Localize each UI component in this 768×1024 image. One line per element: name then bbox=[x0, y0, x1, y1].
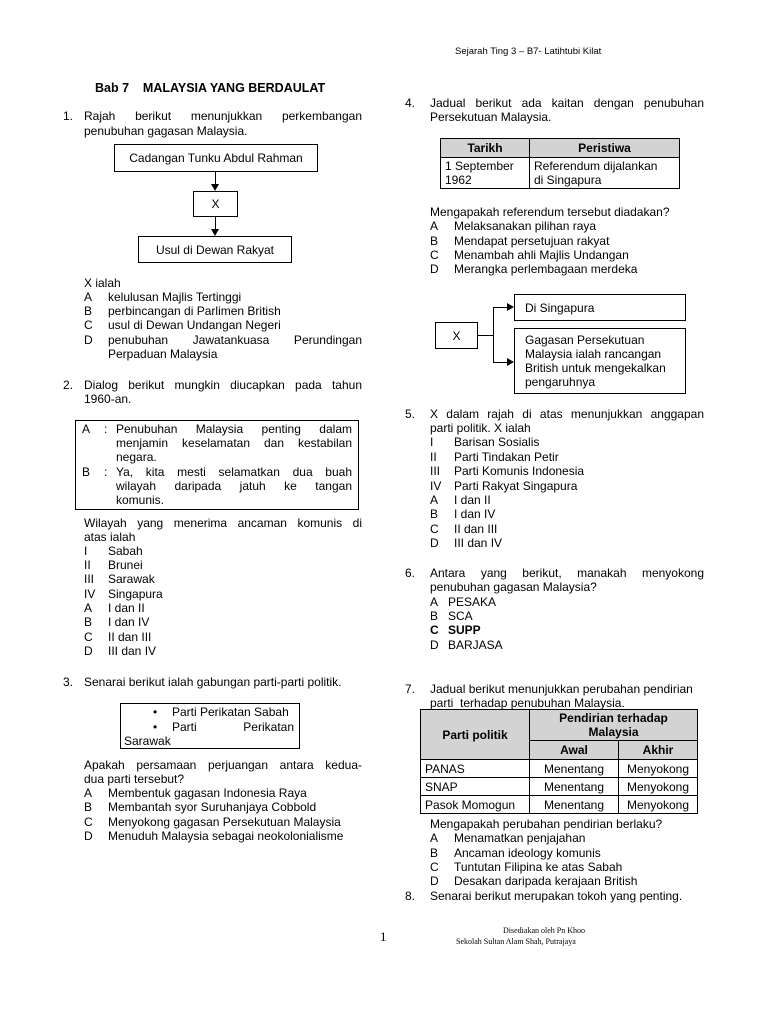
statement-item: III Sarawak bbox=[84, 572, 155, 586]
question-number: 5. bbox=[405, 407, 416, 421]
bullet-icon: • bbox=[153, 720, 158, 734]
question-number: 7. bbox=[405, 682, 416, 696]
question-prompt: Mengapakah referendum tersebut diadakan? bbox=[430, 205, 670, 219]
option-b[interactable]: B SCA bbox=[430, 609, 473, 623]
table-cell: Menyokong bbox=[619, 796, 698, 814]
dialog-line: Ya, kita mesti selamatkan dua buah bbox=[116, 465, 352, 479]
question-number: 3. bbox=[63, 675, 74, 689]
party-stance-table bbox=[420, 709, 698, 814]
diagram-box-top bbox=[514, 294, 686, 321]
question-stem: Senarai berikut ialah gabungan parti-parti politik. bbox=[84, 675, 342, 689]
diagram-label: X bbox=[452, 328, 461, 343]
connector-line bbox=[493, 362, 508, 363]
dialog-line: wilayah daripada jatuh ke tangan bbox=[116, 479, 352, 493]
question-prompt: dua parti tersebut? bbox=[84, 772, 185, 786]
option-a[interactable]: A Melaksanakan pilihan raya bbox=[430, 219, 597, 233]
party-list-box bbox=[120, 703, 300, 749]
list-item: Parti Perikatan Sabah bbox=[172, 705, 289, 719]
option-d-continuation: Perpaduan Malaysia bbox=[108, 347, 218, 361]
statement-item: I Sabah bbox=[84, 544, 143, 558]
dialog-line: komunis. bbox=[116, 493, 165, 507]
diagram-label: Malaysia ialah rancangan bbox=[525, 347, 662, 361]
question-number: 4. bbox=[405, 96, 416, 110]
option-a[interactable]: A Membentuk gagasan Indonesia Raya bbox=[84, 786, 307, 800]
option-d[interactable]: D III dan IV bbox=[430, 536, 503, 550]
table-row bbox=[421, 778, 698, 796]
arrow-head-icon bbox=[507, 358, 514, 366]
page-header: Sejarah Ting 3 – B7- Latihtubi Kilat bbox=[455, 46, 602, 57]
option-b[interactable]: B I dan IV bbox=[430, 507, 496, 521]
question-number: 1. bbox=[63, 109, 74, 123]
page-number: 1 bbox=[380, 929, 387, 944]
speaker-label: A bbox=[82, 422, 91, 436]
diagram-label: Di Singapura bbox=[525, 301, 595, 315]
statement-item: III Parti Komunis Indonesia bbox=[430, 464, 585, 478]
table-header: Awal bbox=[530, 741, 619, 760]
list-item-continuation: Sarawak bbox=[124, 734, 171, 748]
question-stem: Antara yang berikut, manakah menyokong bbox=[430, 566, 704, 580]
table-cell: Menentang bbox=[530, 778, 619, 796]
table-cell: PANAS bbox=[421, 760, 530, 778]
flow-box-x bbox=[193, 191, 238, 217]
question-number: 8. bbox=[405, 889, 416, 903]
option-c[interactable]: C usul di Dewan Undangan Negeri bbox=[84, 318, 281, 332]
option-a[interactable]: A Menamatkan penjajahan bbox=[430, 831, 586, 845]
flow-box-bottom bbox=[138, 236, 292, 263]
option-c[interactable]: C Menyokong gagasan Persekutuan Malaysia bbox=[84, 815, 341, 829]
table-header: Pendirian terhadap Malaysia bbox=[530, 710, 698, 741]
table-header: Peristiwa bbox=[530, 139, 680, 158]
dialog-line: Penubuhan Malaysia penting dalam bbox=[116, 422, 352, 436]
question-stem: parti terhadap penubuhan Malaysia. bbox=[430, 696, 625, 710]
question-prompt: Wilayah yang menerima ancaman komunis di bbox=[84, 516, 362, 530]
arrow-head-icon bbox=[507, 303, 514, 311]
dialog-line: negara. bbox=[116, 450, 157, 464]
speaker-label: B bbox=[82, 465, 91, 479]
option-d[interactable]: D III dan IV bbox=[84, 644, 157, 658]
question-stem: Rajah berikut menunjukkan perkembangan bbox=[84, 109, 362, 123]
statement-item: IV Parti Rakyat Singapura bbox=[430, 479, 578, 493]
question-stem: penubuhan gagasan Malaysia? bbox=[430, 580, 597, 594]
dialog-box bbox=[75, 420, 359, 510]
statement-item: IV Singapura bbox=[84, 587, 163, 601]
option-a[interactable]: A I dan II bbox=[430, 493, 491, 507]
option-a[interactable]: A kelulusan Majlis Tertinggi bbox=[84, 290, 242, 304]
question-number: 2. bbox=[63, 378, 74, 392]
option-c[interactable]: C Tuntutan Filipina ke atas Sabah bbox=[430, 860, 623, 874]
question-prompt: X ialah bbox=[84, 276, 121, 290]
option-c[interactable]: C SUPP bbox=[430, 623, 481, 637]
question-stem: Jadual berikut ada kaitan dengan penubuhan bbox=[430, 96, 704, 110]
option-b[interactable]: B Mendapat persetujuan rakyat bbox=[430, 234, 610, 248]
option-c[interactable]: C II dan III bbox=[84, 630, 152, 644]
option-b[interactable]: B I dan IV bbox=[84, 615, 150, 629]
option-d[interactable]: D penubuhan Jawatankuasa Perundingan bbox=[84, 333, 362, 347]
question-stem: Dialog berikut mungkin diucapkan pada tahun bbox=[84, 378, 362, 392]
table-header: Parti politik bbox=[421, 710, 530, 760]
option-b[interactable]: B Membantah syor Suruhanjaya Cobbold bbox=[84, 800, 317, 814]
question-stem: Persekutuan Malaysia. bbox=[430, 110, 552, 124]
table-row bbox=[441, 158, 680, 189]
table-row bbox=[421, 760, 698, 778]
arrow-head-icon bbox=[211, 184, 219, 191]
flow-box-label: Usul di Dewan Rakyat bbox=[155, 242, 275, 257]
bullet-icon: • bbox=[153, 705, 158, 719]
diagram-x-box bbox=[435, 322, 478, 349]
diagram-label: British untuk mengekalkan bbox=[525, 361, 666, 375]
table-cell: Referendum dijalankan di Singapura bbox=[530, 158, 680, 189]
question-stem: parti politik. X ialah bbox=[430, 421, 531, 435]
table-header: Tarikh bbox=[441, 139, 530, 158]
question-stem: penubuhan gagasan Malaysia. bbox=[84, 124, 248, 138]
diagram-label: Gagasan Persekutuan bbox=[525, 333, 645, 347]
option-d[interactable]: D Desakan daripada kerajaan British bbox=[430, 874, 638, 888]
table-header: Akhir bbox=[619, 741, 698, 760]
diagram-box-bottom bbox=[514, 328, 686, 394]
statement-item: I Barisan Sosialis bbox=[430, 435, 540, 449]
flow-box-label: Cadangan Tunku Abdul Rahman bbox=[129, 151, 303, 165]
question-number: 6. bbox=[405, 566, 416, 580]
list-item: Parti Perikatan bbox=[172, 720, 294, 734]
question-prompt: Mengapakah perubahan pendirian berlaku? bbox=[430, 817, 663, 831]
diagram-label: pengaruhnya bbox=[525, 375, 596, 389]
colon: : bbox=[104, 465, 108, 479]
table-cell: Menentang bbox=[530, 760, 619, 778]
question-prompt: atas ialah bbox=[84, 530, 136, 544]
statement-item: II Brunei bbox=[84, 558, 143, 572]
option-b[interactable]: B Ancaman ideology komunis bbox=[430, 846, 601, 860]
question-prompt: Apakah persamaan perjuangan antara kedua- bbox=[84, 758, 362, 772]
table-cell: Pasok Momogun bbox=[421, 796, 530, 814]
footer-school: Sekolah Sultan Alam Shah, Putrajaya bbox=[456, 937, 576, 946]
option-a[interactable]: A PESAKA bbox=[430, 595, 497, 609]
table-cell: SNAP bbox=[421, 778, 530, 796]
connector-line bbox=[493, 307, 508, 308]
arrow-head-icon bbox=[211, 229, 219, 236]
chapter-title: Bab 7 MALAYSIA YANG BERDAULAT bbox=[95, 81, 326, 95]
option-d[interactable]: D Menuduh Malaysia sebagai neokolonialisme bbox=[84, 829, 344, 843]
option-b[interactable]: B perbincangan di Parlimen British bbox=[84, 304, 281, 318]
question-stem: 1960-an. bbox=[84, 392, 132, 406]
option-d[interactable]: D BARJASA bbox=[430, 638, 503, 652]
flow-box-top bbox=[114, 144, 318, 172]
colon: : bbox=[104, 422, 108, 436]
connector-line bbox=[493, 307, 494, 362]
question-stem: X dalam rajah di atas menunjukkan anggapan bbox=[430, 407, 704, 421]
option-a[interactable]: A I dan II bbox=[84, 601, 145, 615]
question-stem: Senarai berikut merupakan tokoh yang penting. bbox=[430, 889, 683, 903]
flow-box-label: X bbox=[211, 197, 220, 211]
option-c[interactable]: C II dan III bbox=[430, 522, 498, 536]
table-cell: 1 September 1962 bbox=[441, 158, 530, 189]
table-row bbox=[421, 796, 698, 814]
dialog-line: menjamin keselamatan dan kestabilan bbox=[116, 436, 352, 450]
option-d[interactable]: D Merangka perlembagaan merdeka bbox=[430, 262, 638, 276]
table-cell: Menentang bbox=[530, 796, 619, 814]
table-cell: Menyokong bbox=[619, 778, 698, 796]
question-stem: Jadual berikut menunjukkan perubahan pendirian bbox=[430, 682, 693, 696]
table-cell: Menyokong bbox=[619, 760, 698, 778]
event-table bbox=[440, 138, 680, 189]
footer-credit: Disediakan oleh Pn Khoo bbox=[503, 926, 585, 935]
statement-item: II Parti Tindakan Petir bbox=[430, 450, 559, 464]
connector-line bbox=[478, 335, 494, 336]
option-c[interactable]: C Menambah ahli Majlis Undangan bbox=[430, 248, 629, 262]
